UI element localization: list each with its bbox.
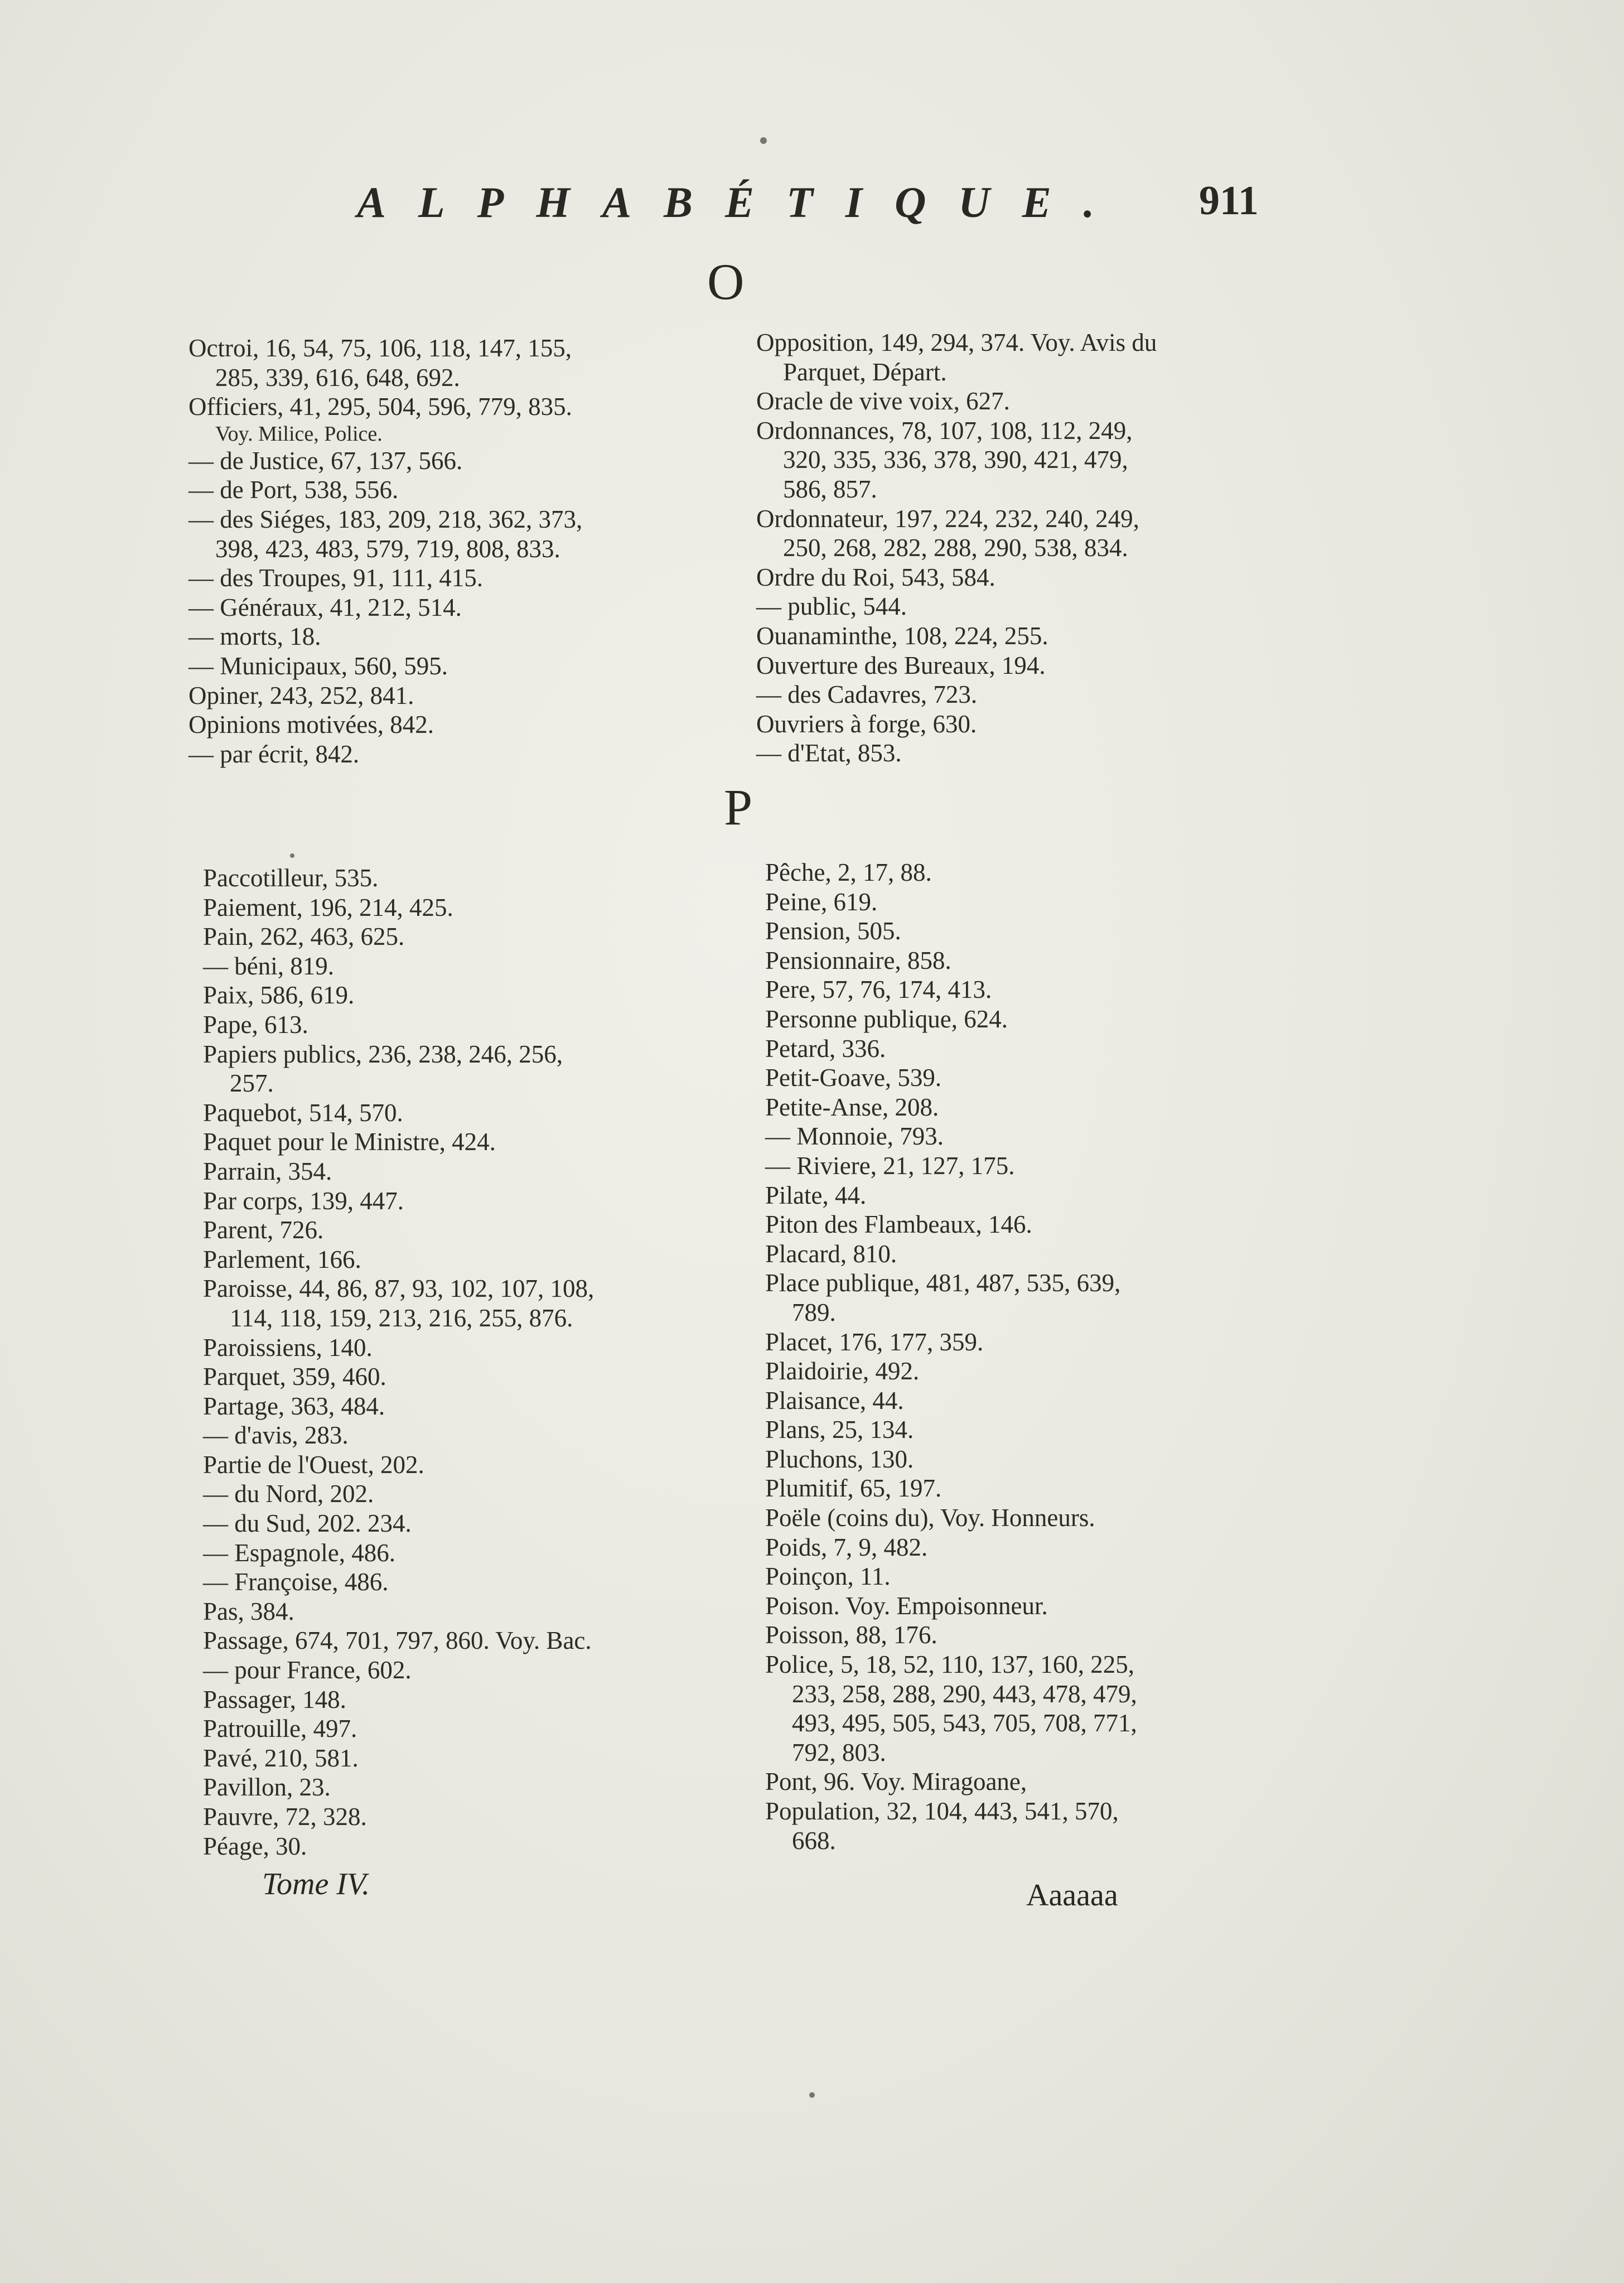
index-entry: 320, 335, 336, 378, 390, 421, 479, <box>783 446 1128 474</box>
index-entry: Ouverture des Bureaux, 194. <box>756 651 1046 679</box>
index-entry: Paccotilleur, 535. <box>203 864 379 892</box>
index-entry: Voy. Milice, Police. <box>215 422 383 446</box>
index-entry: — Espagnole, 486. <box>203 1538 395 1567</box>
index-entry: Peine, 619. <box>765 887 878 916</box>
index-entry: — Riviere, 21, 127, 175. <box>765 1151 1015 1180</box>
index-entry: — d'avis, 283. <box>203 1421 349 1450</box>
index-entry: Partie de l'Ouest, 202. <box>203 1450 424 1479</box>
index-entry: — de Justice, 67, 137, 566. <box>188 446 463 475</box>
index-entry: Paroissiens, 140. <box>203 1333 373 1362</box>
index-entry: Poële (coins du), Voy. Honneurs. <box>765 1504 1095 1532</box>
index-entry: Plumitif, 65, 197. <box>765 1474 942 1503</box>
index-entry: Parent, 726. <box>203 1216 324 1244</box>
index-entry: Paquet pour le Ministre, 424. <box>203 1128 496 1156</box>
paper-speck <box>290 853 294 858</box>
index-entry: Parrain, 354. <box>203 1157 332 1185</box>
index-entry: Population, 32, 104, 443, 541, 570, <box>765 1797 1119 1825</box>
page-number: 911 <box>1199 178 1259 224</box>
index-entry: Pension, 505. <box>765 917 901 945</box>
index-entry: Poisson, 88, 176. <box>765 1621 937 1649</box>
index-entry: — de Port, 538, 556. <box>188 476 399 504</box>
index-entry: — public, 544. <box>756 592 907 621</box>
index-entry: Placard, 810. <box>765 1239 897 1268</box>
index-entry: Paiement, 196, 214, 425. <box>203 893 453 921</box>
running-title: ALPHABÉTIQUE. <box>357 178 1127 226</box>
section-letter-o: O <box>707 253 745 310</box>
index-entry: Paroisse, 44, 86, 87, 93, 102, 107, 108, <box>203 1275 594 1303</box>
index-entry: Petard, 336. <box>765 1034 886 1063</box>
index-entry: 792, 803. <box>792 1738 886 1766</box>
index-entry: — du Nord, 202. <box>203 1480 374 1508</box>
index-entry: Personne publique, 624. <box>765 1005 1008 1033</box>
index-entry: Poinçon, 11. <box>765 1562 891 1591</box>
index-entry: 586, 857. <box>783 475 877 503</box>
index-entry: 493, 495, 505, 543, 705, 708, 771, <box>792 1709 1137 1737</box>
index-entry: Poison. Voy. Empoisonneur. <box>765 1591 1048 1620</box>
index-entry: Officiers, 41, 295, 504, 596, 779, 835. <box>188 393 572 421</box>
index-entry: 789. <box>792 1298 836 1326</box>
index-entry: Pluchons, 130. <box>765 1445 914 1473</box>
index-column-o-right <box>756 328 1292 768</box>
index-column-o-left <box>188 334 735 769</box>
index-entry: Plans, 25, 134. <box>765 1416 914 1444</box>
index-entry: Paquebot, 514, 570. <box>203 1098 403 1127</box>
index-entry: Petit-Goave, 539. <box>765 1064 942 1092</box>
index-entry: Pere, 57, 76, 174, 413. <box>765 976 992 1004</box>
index-entry: — d'Etat, 853. <box>756 739 902 768</box>
index-entry: — des Cadavres, 723. <box>756 680 978 709</box>
index-entry: Petite-Anse, 208. <box>765 1093 939 1121</box>
index-entry: Pape, 613. <box>203 1010 308 1039</box>
index-entry: Pavé, 210, 581. <box>203 1744 359 1772</box>
index-entry: 398, 423, 483, 579, 719, 808, 833. <box>215 534 560 563</box>
index-entry: 250, 268, 282, 288, 290, 538, 834. <box>783 534 1128 562</box>
index-entry: Piton des Flambeaux, 146. <box>765 1210 1032 1239</box>
paper-speck <box>809 2092 815 2098</box>
index-entry: 114, 118, 159, 213, 216, 255, 876. <box>230 1304 573 1332</box>
index-entry: 668. <box>792 1826 836 1855</box>
index-entry: Pêche, 2, 17, 88. <box>765 858 932 886</box>
index-entry: Plaisance, 44. <box>765 1386 904 1415</box>
index-entry: Ordre du Roi, 543, 584. <box>756 563 995 591</box>
index-entry: — béni, 819. <box>203 952 334 980</box>
index-entry: Pas, 384. <box>203 1597 294 1625</box>
index-entry: Pont, 96. Voy. Miragoane, <box>765 1768 1027 1796</box>
index-entry: Pain, 262, 463, 625. <box>203 923 405 951</box>
index-entry: Pavillon, 23. <box>203 1773 331 1802</box>
index-entry: — des Siéges, 183, 209, 218, 362, 373, <box>188 505 583 533</box>
index-entry: Ouvriers à forge, 630. <box>756 709 977 738</box>
index-entry: Papiers publics, 236, 238, 246, 256, <box>203 1040 563 1068</box>
index-entry: 285, 339, 616, 648, 692. <box>215 363 460 392</box>
index-entry: — pour France, 602. <box>203 1656 412 1685</box>
index-entry: Ouanaminthe, 108, 224, 255. <box>756 621 1048 650</box>
index-entry: Patrouille, 497. <box>203 1715 357 1743</box>
index-entry: — Monnoie, 793. <box>765 1122 944 1151</box>
index-entry: — Municipaux, 560, 595. <box>188 651 448 680</box>
index-entry: — Généraux, 41, 212, 514. <box>188 593 462 621</box>
index-entry: Paix, 586, 619. <box>203 981 355 1010</box>
index-entry: Opiner, 243, 252, 841. <box>188 681 414 709</box>
index-entry: Opposition, 149, 294, 374. Voy. Avis du <box>756 329 1157 356</box>
index-entry: — des Troupes, 91, 111, 415. <box>188 564 483 592</box>
index-entry: Place publique, 481, 487, 535, 639, <box>765 1269 1121 1297</box>
index-entry: Passager, 148. <box>203 1685 346 1714</box>
index-entry: Ordonnateur, 197, 224, 232, 240, 249, <box>756 504 1139 533</box>
index-entry: — Françoise, 486. <box>203 1568 389 1596</box>
index-entry: Oracle de vive voix, 627. <box>756 387 1010 416</box>
index-entry: 257. <box>230 1069 274 1098</box>
paper-speck <box>760 137 767 144</box>
index-column-p-right <box>765 858 1312 1855</box>
index-entry: Pilate, 44. <box>765 1181 867 1209</box>
section-letter-p: P <box>724 779 753 836</box>
index-entry: — par écrit, 842. <box>188 740 360 768</box>
index-entry: Pauvre, 72, 328. <box>203 1803 367 1831</box>
index-entry: Police, 5, 18, 52, 110, 137, 160, 225, <box>765 1650 1135 1679</box>
index-entry: Opinions motivées, 842. <box>188 711 434 739</box>
index-entry: Ordonnances, 78, 107, 108, 112, 249, <box>756 416 1133 445</box>
index-entry: Parlement, 166. <box>203 1245 361 1273</box>
index-entry: Parquet, Départ. <box>783 358 947 386</box>
volume-label: Tome IV. <box>262 1867 370 1901</box>
index-entry: Plaidoirie, 492. <box>765 1357 920 1386</box>
index-entry: Poids, 7, 9, 482. <box>765 1533 928 1561</box>
index-entry: Partage, 363, 484. <box>203 1392 385 1420</box>
index-column-p-left <box>203 863 750 1861</box>
index-entry: — morts, 18. <box>188 622 321 651</box>
index-entry: Péage, 30. <box>203 1832 307 1860</box>
index-entry: Par corps, 139, 447. <box>203 1186 404 1215</box>
index-entry: Parquet, 359, 460. <box>203 1363 386 1391</box>
index-entry: Passage, 674, 701, 797, 860. Voy. Bac. <box>203 1626 592 1655</box>
signature-mark: Aaaaaa <box>1026 1878 1118 1913</box>
index-entry: Octroi, 16, 54, 75, 106, 118, 147, 155, <box>188 334 572 362</box>
index-entry: Placet, 176, 177, 359. <box>765 1328 984 1356</box>
index-entry: — du Sud, 202. 234. <box>203 1509 412 1538</box>
index-entry: 233, 258, 288, 290, 443, 478, 479, <box>792 1679 1137 1708</box>
index-entry: Pensionnaire, 858. <box>765 946 951 974</box>
